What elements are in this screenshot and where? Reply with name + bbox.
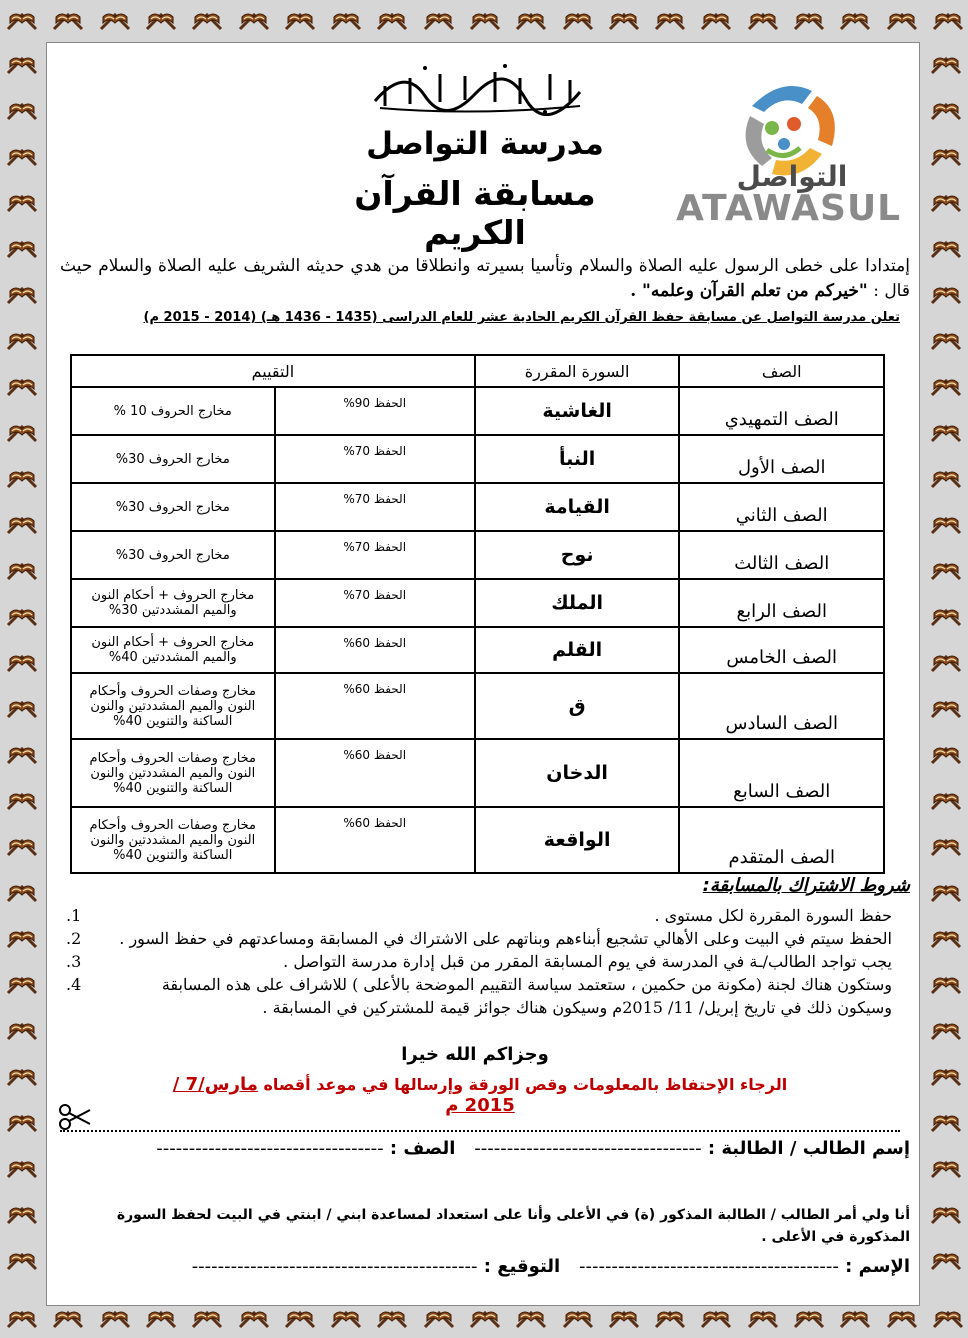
- class-cell: الصف الثالث: [679, 531, 884, 579]
- conditions-title: شروط الاشتراك بالمسابقة:: [702, 875, 910, 896]
- hifz-cell: الحفظ 70%: [275, 435, 475, 483]
- quran-stand-icon: [926, 550, 966, 590]
- quran-stand-icon: [2, 1148, 42, 1188]
- quran-stand-icon: [2, 642, 42, 682]
- announcement: تعلن مدرسة التواصل عن مسابقة حفظ القرآن الكريم الحادية عشر للعام الدراسى (1435 - 1436 هـ) (2014 - 2015 م): [143, 310, 900, 325]
- condition-item: [60, 973, 910, 1019]
- table-row: [71, 483, 884, 531]
- hifz-cell: الحفظ 90%: [275, 387, 475, 435]
- quran-stand-icon: [2, 1102, 42, 1142]
- class-cell: الصف السادس: [679, 673, 884, 739]
- condition-item: [60, 927, 910, 950]
- quran-stand-icon: [2, 458, 42, 498]
- class-cell: الصف السابع: [679, 739, 884, 807]
- quran-stand-icon: [926, 780, 966, 820]
- cut-line: [60, 1106, 900, 1132]
- header-surah: السورة المقررة: [475, 355, 680, 387]
- parent-statement: أنا ولي أمر الطالب / الطالبة المذكور (ة) في الأعلى وأنا على استعداد لمساعدة ابني / ابنتي في البيت لحفظ السورة المذكورة في الأعلى .: [116, 1207, 910, 1245]
- name-signature-row: [60, 1256, 910, 1277]
- hifz-cell: الحفظ 60%: [275, 673, 475, 739]
- quran-stand-icon: [928, 0, 968, 40]
- quran-stand-icon: [926, 826, 966, 866]
- table-row: [71, 531, 884, 579]
- quran-stand-icon: [141, 0, 181, 40]
- quran-stand-icon: [926, 1240, 966, 1280]
- surah-cell: الدخان: [475, 739, 680, 807]
- quran-stand-icon: [604, 0, 644, 40]
- class-cell: الصف الخامس: [679, 627, 884, 673]
- quran-stand-icon: [926, 964, 966, 1004]
- quran-stand-icon: [558, 0, 598, 40]
- surah-cell: الغاشية: [475, 387, 680, 435]
- hifz-cell: الحفظ 60%: [275, 739, 475, 807]
- table-row: [71, 807, 884, 873]
- surah-cell: القلم: [475, 627, 680, 673]
- quran-stand-icon: [2, 228, 42, 268]
- quran-stand-icon: [2, 550, 42, 590]
- surah-cell: نوح: [475, 531, 680, 579]
- quran-stand-icon: [2, 596, 42, 636]
- quran-stand-icon: [926, 1194, 966, 1234]
- logo-arabic-text: التواصل: [736, 160, 848, 193]
- quran-stand-icon: [2, 964, 42, 1004]
- class-cell: الصف المتقدم: [679, 807, 884, 873]
- quran-stand-icon: [789, 0, 829, 40]
- table-row: [71, 435, 884, 483]
- quran-stand-icon: [926, 228, 966, 268]
- condition-text: يجب تواجد الطالب/ـة في المدرسة في يوم المسابقة المقرر من قبل إدارة مدرسة التواصل .: [283, 952, 892, 971]
- header-grading: التقييم: [71, 355, 475, 387]
- quran-stand-icon: [326, 0, 366, 40]
- condition-number: 4.: [66, 975, 82, 994]
- quran-stand-icon: [2, 1010, 42, 1050]
- quran-stand-icon: [48, 0, 88, 40]
- quran-stand-icon: [2, 780, 42, 820]
- quran-stand-icon: [2, 688, 42, 728]
- quran-stand-icon: [926, 366, 966, 406]
- quran-stand-icon: [926, 320, 966, 360]
- condition-item: [60, 950, 910, 973]
- conditions-list: [60, 904, 910, 1019]
- basmala-calligraphy: [365, 56, 590, 116]
- table-row: [71, 579, 884, 627]
- quran-stand-icon: [926, 918, 966, 958]
- makhraj-cell: مخارج الحروف + أحكام النون والميم المشددتين 30%: [71, 579, 275, 627]
- condition-text: وستكون هناك لجنة (مكونة من حكمين ، ستعتمد سياسة التقييم الموضحة بالأعلى ) للاشراف على هذه المسابقة وسيكون ذلك في تاريخ إبريل/ 11/ 2015م وسيكون هناك جوائز قيمة للمشتركين في المسابقة .: [161, 975, 892, 1017]
- surah-cell: الملك: [475, 579, 680, 627]
- table-header-row: [71, 355, 884, 387]
- condition-number: 2.: [66, 929, 82, 948]
- table-row: [71, 387, 884, 435]
- quran-stand-icon: [926, 1010, 966, 1050]
- school-name: مدرسة التواصل: [366, 126, 604, 162]
- logo-english-text: ATAWASUL: [676, 188, 902, 229]
- quran-stand-icon: [926, 90, 966, 130]
- quran-stand-icon: [650, 0, 690, 40]
- intro-paragraph: [60, 254, 910, 304]
- quran-stand-icon: [2, 1194, 42, 1234]
- quran-stand-icon: [2, 1298, 42, 1338]
- thanks-line: وجزاكم الله خيرا: [401, 1044, 549, 1065]
- quran-stand-icon: [926, 1102, 966, 1142]
- makhraj-cell: مخارج الحروف 30%: [71, 483, 275, 531]
- makhraj-cell: مخارج الحروف + أحكام النون والميم المشددتين 40%: [71, 627, 275, 673]
- surah-cell: الواقعة: [475, 807, 680, 873]
- quran-stand-icon: [372, 0, 412, 40]
- signature-label: التوقيع :: [483, 1256, 561, 1277]
- surah-cell: النبأ: [475, 435, 680, 483]
- quran-stand-icon: [2, 320, 42, 360]
- quran-stand-icon: [2, 136, 42, 176]
- hifz-cell: الحفظ 70%: [275, 483, 475, 531]
- surah-cell: ق: [475, 673, 680, 739]
- quran-stand-icon: [2, 734, 42, 774]
- hifz-cell: الحفظ 60%: [275, 627, 475, 673]
- condition-text: الحفظ سيتم في البيت وعلى الأهالي تشجيع أبناءهم وبناتهم على الاشتراك في المسابقة ومساعدتهم في حفظ السور .: [119, 929, 892, 948]
- makhraj-cell: مخارج الحروف 10 %: [71, 387, 275, 435]
- quran-stand-icon: [280, 0, 320, 40]
- quran-stand-icon: [2, 0, 42, 40]
- curriculum-table: [70, 354, 885, 874]
- quran-stand-icon: [835, 0, 875, 40]
- makhraj-cell: مخارج وصفات الحروف وأحكام النون والميم المشددتين والنون الساكنة والتنوين 40%: [71, 673, 275, 739]
- quran-stand-icon: [2, 44, 42, 84]
- quran-stand-icon: [926, 458, 966, 498]
- table-row: [71, 627, 884, 673]
- quran-stand-icon: [926, 274, 966, 314]
- hifz-cell: الحفظ 60%: [275, 807, 475, 873]
- competition-title: مسابقة القرآن الكريم: [354, 174, 596, 252]
- quran-stand-icon: [95, 0, 135, 40]
- quran-stand-icon: [2, 504, 42, 544]
- condition-number: 3.: [66, 952, 82, 971]
- class-cell: الصف الثاني: [679, 483, 884, 531]
- intro-text: إمتدادا على خطى الرسول عليه الصلاة والسلام وتأسيا بسيرته وانطلاقا من هدي حديثه الشريف عليه الصلاة والسلام حيث قال :: [60, 256, 910, 301]
- hifz-cell: الحفظ 70%: [275, 531, 475, 579]
- class-field[interactable]: -----------------------------------: [156, 1138, 384, 1159]
- scissors-icon: [58, 1102, 92, 1132]
- hifz-cell: الحفظ 70%: [275, 579, 475, 627]
- quran-stand-icon: [2, 366, 42, 406]
- quran-stand-icon: [696, 0, 736, 40]
- notice-date: مارس/7 / 2015 م: [172, 1074, 515, 1116]
- quran-stand-icon: [234, 0, 274, 40]
- quran-stand-icon: [926, 412, 966, 452]
- condition-item: [60, 904, 910, 927]
- quran-stand-icon: [743, 0, 783, 40]
- quran-stand-icon: [882, 0, 922, 40]
- quran-stand-icon: [926, 642, 966, 682]
- makhraj-cell: مخارج وصفات الحروف وأحكام النون والميم المشددتين والنون الساكنة والتنوين 40%: [71, 807, 275, 873]
- quran-stand-icon: [926, 182, 966, 222]
- quran-stand-icon: [2, 412, 42, 452]
- class-label: الصف :: [389, 1138, 456, 1159]
- quran-stand-icon: [419, 0, 459, 40]
- quran-stand-icon: [2, 182, 42, 222]
- student-class-row: [60, 1138, 910, 1159]
- signature-field[interactable]: --------------------------------------------: [191, 1256, 478, 1277]
- header-class: الصف: [679, 355, 884, 387]
- makhraj-cell: مخارج وصفات الحروف وأحكام النون والميم المشددتين والنون الساكنة والتنوين 40%: [71, 739, 275, 807]
- quran-stand-icon: [926, 504, 966, 544]
- quran-stand-icon: [2, 1056, 42, 1096]
- quran-stand-icon: [926, 1148, 966, 1188]
- surah-cell: القيامة: [475, 483, 680, 531]
- quran-stand-icon: [511, 0, 551, 40]
- quran-stand-icon: [928, 1298, 968, 1338]
- quran-stand-icon: [2, 918, 42, 958]
- quran-stand-icon: [2, 872, 42, 912]
- class-cell: الصف الرابع: [679, 579, 884, 627]
- parent-name-field[interactable]: ----------------------------------------: [579, 1256, 839, 1277]
- quran-stand-icon: [926, 688, 966, 728]
- quran-stand-icon: [465, 0, 505, 40]
- condition-number: 1.: [66, 906, 82, 925]
- quran-stand-icon: [2, 1240, 42, 1280]
- quran-stand-icon: [926, 1056, 966, 1096]
- parent-name-label: الإسم :: [845, 1256, 910, 1277]
- quran-stand-icon: [926, 44, 966, 84]
- notice-text: الرجاء الإحتفاظ بالمعلومات وقص الورقة وإرسالها في موعد أقصاه: [263, 1075, 788, 1094]
- quran-stand-icon: [2, 90, 42, 130]
- table-row: [71, 673, 884, 739]
- intro-hadith-quote: "خيركم من تعلم القرآن وعلمه" .: [630, 281, 868, 301]
- quran-stand-icon: [926, 734, 966, 774]
- quran-stand-icon: [2, 274, 42, 314]
- makhraj-cell: مخارج الحروف 30%: [71, 435, 275, 483]
- quran-stand-icon: [187, 0, 227, 40]
- quran-stand-icon: [926, 596, 966, 636]
- table-row: [71, 739, 884, 807]
- quran-stand-icon: [926, 136, 966, 176]
- quran-stand-icon: [2, 826, 42, 866]
- student-name-field[interactable]: -----------------------------------: [474, 1138, 702, 1159]
- condition-text: حفظ السورة المقررة لكل مستوى .: [654, 906, 892, 925]
- student-name-label: إسم الطالب / الطالبة :: [707, 1138, 910, 1159]
- quran-stand-icon: [926, 872, 966, 912]
- class-cell: الصف التمهيدي: [679, 387, 884, 435]
- class-cell: الصف الأول: [679, 435, 884, 483]
- makhraj-cell: مخارج الحروف 30%: [71, 531, 275, 579]
